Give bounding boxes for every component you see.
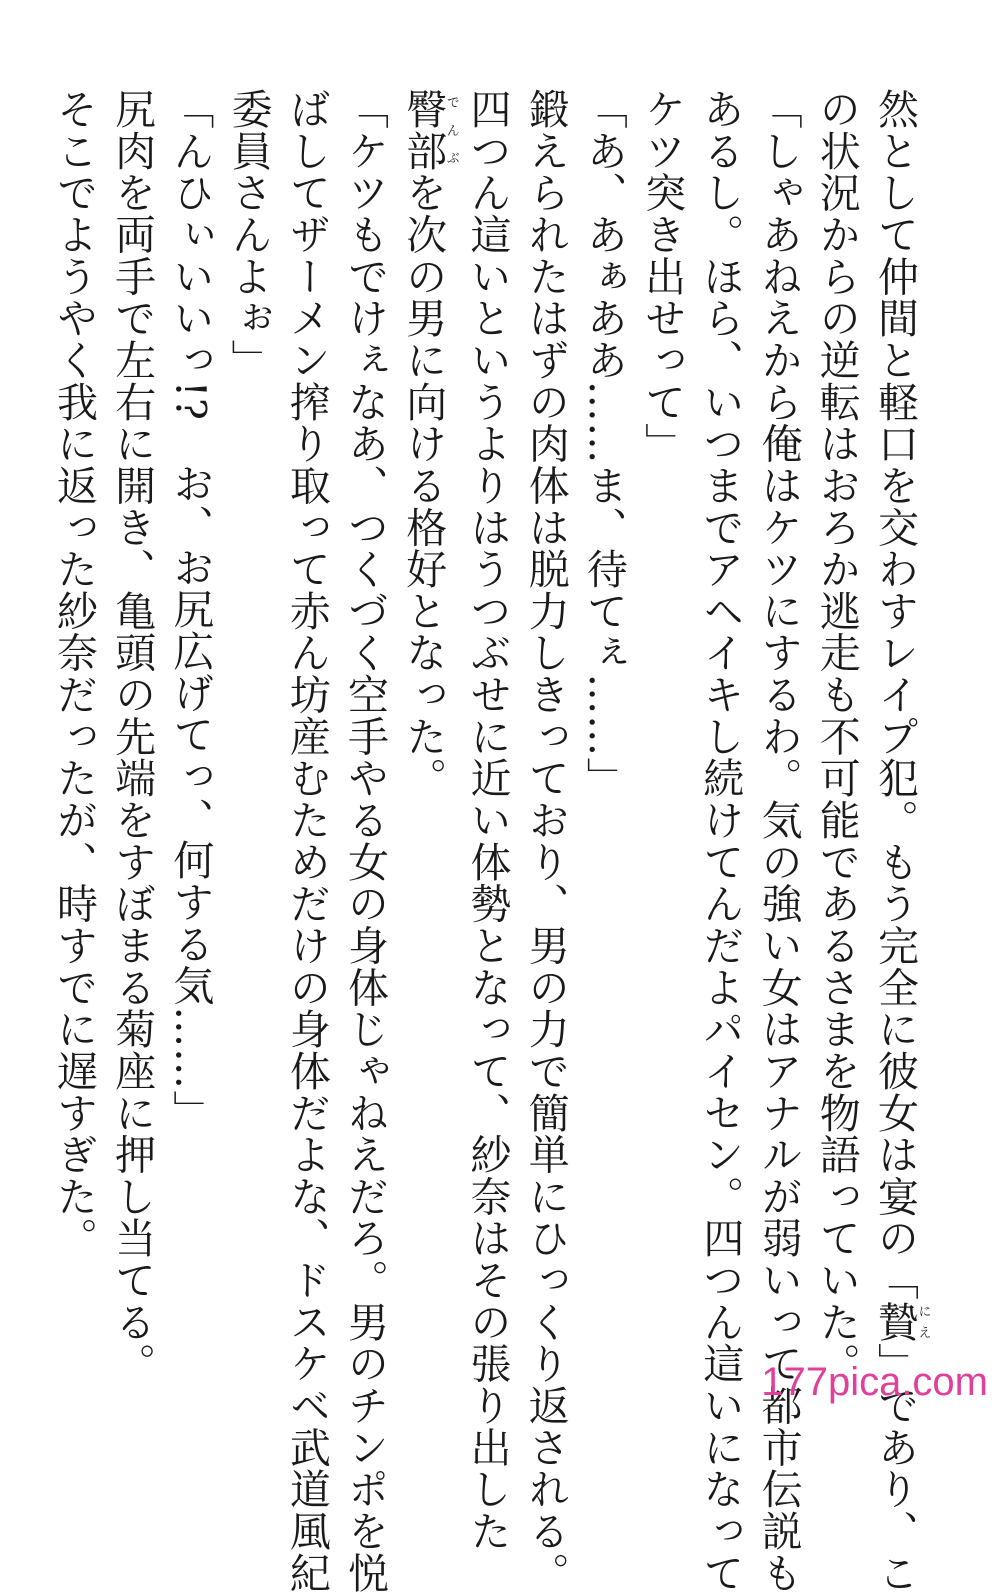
text-line-7: 鍛えられたはずの肉体は脱力しきっており、男の力で簡単にひっくり返される。 — [521, 88, 570, 1594]
text-line-13: 「んひぃいいっ!? お、お尻広げてっ、何する気……」 — [166, 88, 215, 1132]
text-line-12: 委員さんよぉ」 — [224, 88, 273, 381]
text-line-15: そこでようやく我に返った紗奈だったが、時すでに遅すぎた。 — [49, 88, 98, 1259]
text-line-8: 四つん這いというよりはうつぶせに近い体勢となって、紗奈はその張り出した — [463, 88, 512, 1552]
ruby-nie: 贄にえ — [871, 1300, 931, 1343]
text-line-1: 然として仲間と軽口を交わすレイプ犯。もう完全に彼女は宴の「贄にえ」であり、こ — [871, 88, 931, 1594]
text-line-3: 「しゃあねえから俺はケツにするわ。気の強い女はアナルが弱いって都市伝説も — [754, 88, 803, 1594]
ruby-denbu: 臀部でんぶ — [399, 88, 459, 172]
text-line-4: あるし。ほら、いつまでアヘイキし続けてんだよパイセン。四つん這いになって — [696, 88, 745, 1594]
watermark: 177pica.com — [761, 1360, 988, 1404]
text-line-6: 「あ、あぁああ……ま、待てぇ……」 — [579, 88, 628, 799]
text-line-10: 「ケツもでけぇなあ、つくづく空手やる女の身体じゃねえだろ。男のチンポを悦 — [341, 88, 390, 1594]
text-line-9: 臀部でんぶを次の男に向ける格好となった。 — [399, 88, 459, 799]
text-line-14: 尻肉を両手で左右に開き、亀頭の先端をすぼまる菊座に押し当てる。 — [108, 88, 157, 1385]
text-line-2: の状況からの逆転はおろか逃走も不可能であるさまを物語っていた。 — [812, 88, 861, 1385]
text-line-5: ケツ突き出せって」 — [638, 88, 687, 465]
text-line-11: ばしてザーメン搾り取って赤ん坊産むためだけの身体だよな、ドスケベ武道風紀 — [282, 88, 331, 1594]
